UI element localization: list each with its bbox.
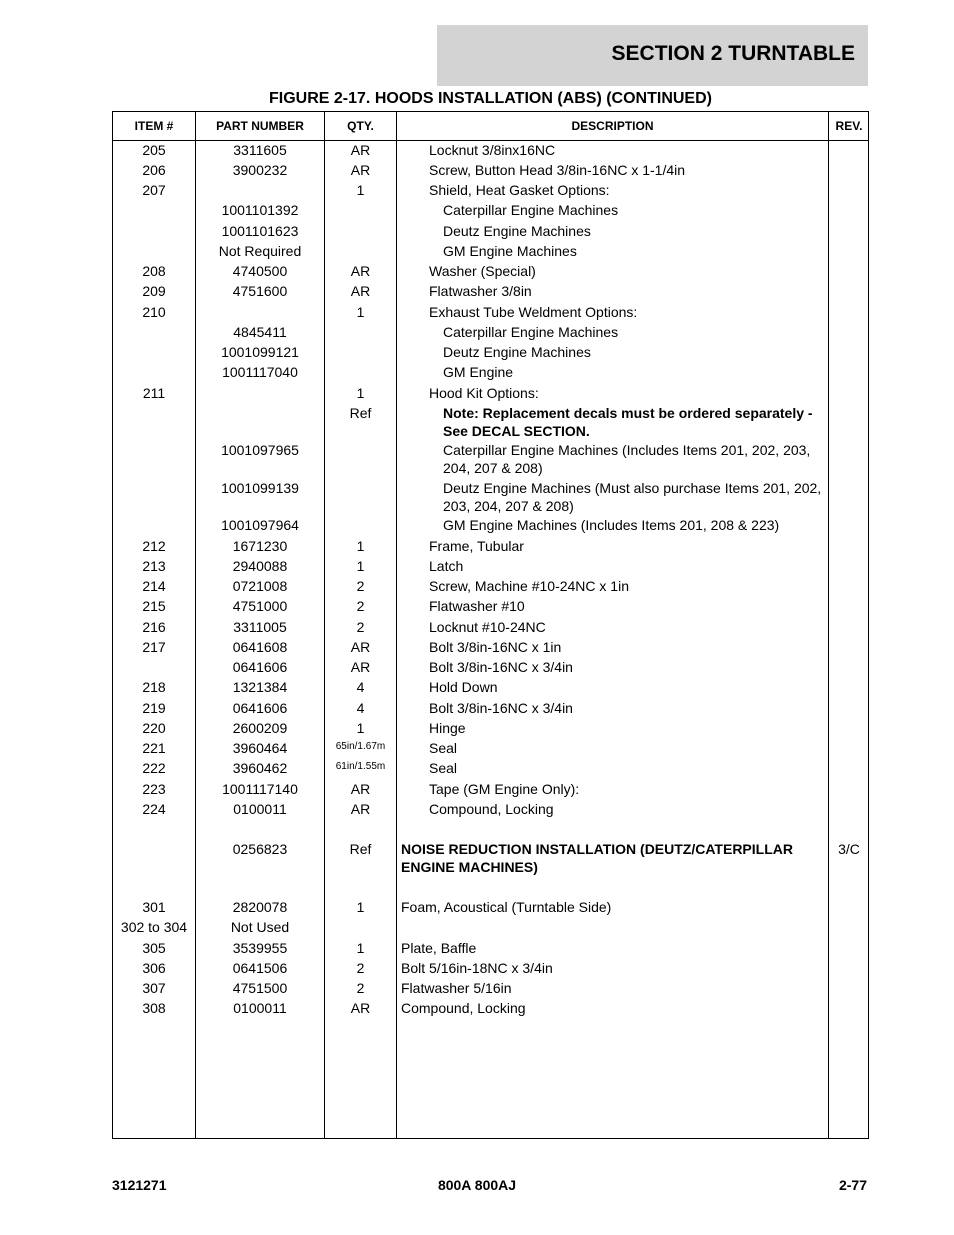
quantity: 4 [356, 679, 365, 695]
description: Hood Kit Options: [429, 385, 539, 401]
description: Deutz Engine Machines [443, 223, 591, 239]
quantity: 1 [356, 558, 365, 574]
column-divider [396, 112, 397, 1138]
quantity: Ref [349, 405, 372, 421]
part-number: 4751500 [232, 980, 288, 996]
description: NOISE REDUCTION INSTALLATION (DEUTZ/CATERPILLAR ENGINE MACHINES) [401, 841, 793, 875]
item-number: 205 [142, 142, 166, 158]
description: Caterpillar Engine Machines [443, 324, 619, 340]
description: Flatwasher 5/16in [401, 980, 512, 996]
description: Deutz Engine Machines [443, 344, 591, 360]
quantity: 2 [356, 578, 365, 594]
item-number: 207 [142, 182, 166, 198]
part-number: 1001101392 [221, 202, 299, 218]
part-number: 1001097964 [221, 517, 299, 533]
description: Note: Replacement decals must be ordered separately - See DECAL SECTION. [443, 405, 813, 439]
part-number: 1001117040 [222, 364, 298, 380]
description: Tape (GM Engine Only): [429, 781, 580, 797]
part-number: 0256823 [232, 841, 288, 857]
description: Screw, Button Head 3/8in-16NC x 1-1/4in [429, 162, 686, 178]
part-number: 3311005 [233, 619, 287, 635]
item-number: 215 [142, 598, 166, 614]
quantity: 1 [356, 385, 365, 401]
part-number: 0641608 [232, 639, 288, 655]
item-number: 219 [142, 700, 166, 716]
description: Caterpillar Engine Machines (Includes Items 201, 202, 203, 204, 207 & 208) [443, 442, 811, 476]
quantity: 1 [356, 899, 365, 915]
column-header-part-number: PART NUMBER [216, 119, 304, 133]
quantity: AR [350, 263, 371, 279]
quantity: 2 [356, 619, 365, 635]
item-number: 214 [142, 578, 166, 594]
part-number: 2940088 [232, 558, 288, 574]
description: Screw, Machine #10-24NC x 1in [429, 578, 629, 594]
description: Foam, Acoustical (Turntable Side) [401, 899, 612, 915]
part-number: 0641506 [232, 960, 288, 976]
quantity: 1 [356, 182, 365, 198]
description: Washer (Special) [429, 263, 536, 279]
quantity: AR [350, 781, 371, 797]
column-header-description: DESCRIPTION [571, 119, 654, 133]
part-number: 2820078 [232, 899, 288, 915]
part-number: 1671230 [232, 538, 288, 554]
quantity: AR [350, 659, 371, 675]
item-number: 212 [142, 538, 166, 554]
description: GM Engine [443, 364, 514, 380]
page-number: 2-77 [838, 1177, 867, 1193]
column-header-qty: QTY. [347, 119, 374, 133]
quantity: AR [350, 142, 371, 158]
part-number: 3960462 [232, 760, 288, 776]
quantity: 1 [356, 538, 365, 554]
description: Exhaust Tube Weldment Options: [429, 304, 638, 320]
description: Bolt 3/8in-16NC x 3/4in [429, 659, 573, 675]
part-number: 1001097965 [221, 442, 299, 458]
description: Locknut 3/8inx16NC [429, 142, 556, 158]
section-banner [437, 25, 868, 86]
part-number: 3539955 [232, 940, 288, 956]
part-number: 1001099121 [221, 344, 299, 360]
quantity: 1 [356, 304, 365, 320]
item-number: 206 [142, 162, 166, 178]
column-divider [828, 112, 829, 1138]
description: Locknut #10-24NC [429, 619, 546, 635]
part-number: 0100011 [233, 801, 287, 817]
description: Compound, Locking [429, 801, 554, 817]
item-number: 217 [142, 639, 166, 655]
item-number: 305 [142, 940, 166, 956]
column-header-item: ITEM # [134, 119, 174, 133]
item-number: 211 [142, 385, 166, 401]
part-number: 0641606 [232, 659, 288, 675]
document-number: 3121271 [112, 1177, 167, 1193]
part-number: 0100011 [233, 1000, 287, 1016]
description: Seal [429, 760, 458, 776]
part-number: 2600209 [232, 720, 288, 736]
description: Caterpillar Engine Machines [443, 202, 619, 218]
quantity: AR [350, 283, 371, 299]
item-number: 213 [142, 558, 166, 574]
description: Bolt 5/16in-18NC x 3/4in [401, 960, 553, 976]
quantity: 2 [356, 598, 365, 614]
quantity: 61in/1.55m [335, 761, 386, 772]
description: Plate, Baffle [401, 940, 477, 956]
part-number: 4845411 [233, 324, 287, 340]
description: Frame, Tubular [429, 538, 524, 554]
description: Flatwasher #10 [429, 598, 525, 614]
parts-table [112, 111, 869, 1139]
description: Seal [429, 740, 458, 756]
item-number: 306 [142, 960, 166, 976]
model-name: 800A 800AJ [437, 1177, 517, 1193]
description: Shield, Heat Gasket Options: [429, 182, 610, 198]
part-number: Not Used [230, 919, 290, 935]
description: Bolt 3/8in-16NC x 3/4in [429, 700, 573, 716]
description: Compound, Locking [401, 1000, 526, 1016]
description: Deutz Engine Machines (Must also purchase Items 201, 202, 203, 204, 207 & 208) [443, 480, 822, 514]
quantity: AR [350, 1000, 371, 1016]
item-number: 222 [142, 760, 166, 776]
item-number: 220 [142, 720, 166, 736]
item-number: 216 [142, 619, 166, 635]
description: Latch [429, 558, 464, 574]
part-number: 3900232 [232, 162, 288, 178]
description: Hinge [429, 720, 466, 736]
quantity: 2 [356, 960, 365, 976]
item-number: 301 [142, 899, 166, 915]
figure-title: FIGURE 2-17. HOODS INSTALLATION (ABS) (CONTINUED) [269, 90, 712, 107]
quantity: 1 [356, 940, 365, 956]
quantity: 1 [356, 720, 365, 736]
part-number: 1321384 [232, 679, 288, 695]
item-number: 210 [142, 304, 166, 320]
quantity: 4 [356, 700, 365, 716]
quantity: AR [350, 801, 371, 817]
quantity: 2 [356, 980, 365, 996]
quantity: AR [350, 162, 371, 178]
part-number: 1001099139 [221, 480, 299, 496]
item-number: 307 [142, 980, 166, 996]
item-number: 302 to 304 [120, 919, 188, 935]
quantity: 65in/1.67m [335, 741, 386, 752]
part-number: 3960464 [232, 740, 288, 756]
quantity: AR [350, 639, 371, 655]
description: GM Engine Machines (Includes Items 201, 208 & 223) [443, 517, 780, 533]
item-number: 218 [142, 679, 166, 695]
part-number: 1001101623 [221, 223, 299, 239]
item-number: 208 [142, 263, 166, 279]
description: Flatwasher 3/8in [429, 283, 532, 299]
part-number: 0721008 [232, 578, 288, 594]
part-number: Not Required [218, 243, 302, 259]
part-number: 1001117140 [222, 781, 298, 797]
part-number: 0641606 [232, 700, 288, 716]
column-header-rev: REV. [835, 119, 863, 133]
section-title: SECTION 2 TURNTABLE [611, 42, 855, 65]
description: Bolt 3/8in-16NC x 1in [429, 639, 562, 655]
item-number: 223 [142, 781, 166, 797]
revision: 3/C [838, 841, 860, 857]
item-number: 224 [142, 801, 166, 817]
description: Hold Down [429, 679, 498, 695]
part-number: 4751000 [232, 598, 288, 614]
item-number: 308 [142, 1000, 166, 1016]
part-number: 4751600 [232, 283, 288, 299]
item-number: 209 [142, 283, 166, 299]
item-number: 221 [142, 740, 166, 756]
part-number: 3311605 [233, 142, 287, 158]
description: GM Engine Machines [443, 243, 577, 259]
quantity: Ref [349, 841, 372, 857]
part-number: 4740500 [232, 263, 288, 279]
